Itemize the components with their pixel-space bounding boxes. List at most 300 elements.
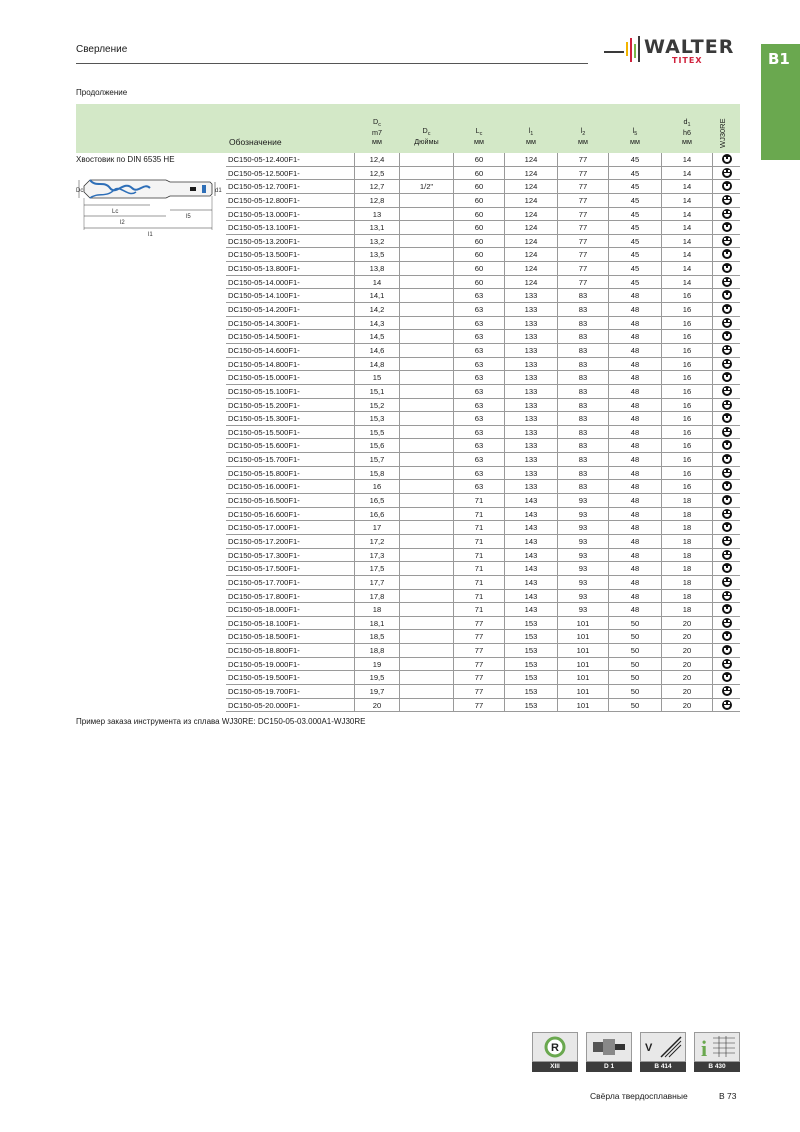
dc-cell: 13,1	[354, 221, 400, 235]
l1-cell: 153	[524, 632, 538, 642]
l1-cell: 124	[524, 195, 538, 205]
lc-cell: 60	[453, 276, 505, 290]
regrind-icon	[532, 1032, 578, 1062]
designation-cell: DC150-05-15.200F1-	[228, 400, 300, 410]
l2-cell: 77	[557, 167, 609, 181]
stock-availability-icon	[722, 659, 732, 669]
availability-cell	[713, 399, 740, 413]
l5-cell: 45	[630, 195, 640, 205]
designation-cell: DC150-05-15.100F1-	[228, 386, 300, 396]
dc-inch-cell	[400, 358, 453, 372]
availability-cell	[713, 289, 740, 303]
dc-cell: 19	[354, 658, 400, 672]
dc-cell: 17,7	[354, 576, 400, 590]
availability-cell	[713, 262, 740, 276]
reference-regrind[interactable]	[532, 1032, 578, 1072]
dc-cell: 15,1	[354, 385, 400, 399]
l5-cell: 45	[630, 155, 640, 164]
col-dc-inch	[400, 126, 453, 146]
l1-cell: 133	[524, 345, 538, 355]
l5-cell: 45	[630, 236, 640, 246]
l1-cell: 124	[524, 168, 538, 178]
stock-availability-icon	[722, 400, 732, 410]
lc-cell: 63	[453, 412, 505, 426]
table-row	[226, 248, 740, 262]
lc-cell: 63	[453, 439, 505, 453]
availability-cell	[713, 562, 740, 576]
l5-cell: 48	[630, 441, 640, 451]
d1-cell: 16	[661, 317, 713, 331]
svg-text:i: i	[701, 1036, 708, 1061]
availability-cell	[713, 467, 740, 481]
d1-cell: 16	[661, 480, 713, 494]
lc-cell: 63	[453, 358, 505, 372]
d1-cell: 16	[661, 467, 713, 481]
designation-cell: DC150-05-20.000F1-	[228, 700, 300, 710]
table-row	[226, 630, 740, 644]
designation-cell: DC150-05-13.000F1-	[228, 209, 300, 219]
designation-cell: DC150-05-13.800F1-	[228, 264, 300, 274]
table-row	[226, 617, 740, 631]
lc-cell: 60	[453, 221, 505, 235]
d1-cell: 14	[661, 167, 713, 181]
l1-cell: 124	[524, 209, 538, 219]
l5-cell: 45	[630, 277, 640, 287]
l5-cell: 48	[630, 455, 640, 465]
lc-cell: 71	[453, 535, 505, 549]
stock-availability-icon	[722, 331, 732, 341]
l5-cell: 48	[630, 605, 640, 615]
designation-cell: DC150-05-17.700F1-	[228, 577, 300, 587]
table-row	[226, 644, 740, 658]
stock-availability-icon	[722, 154, 732, 164]
table-row	[226, 276, 740, 290]
designation-cell: DC150-05-12.700F1-	[228, 182, 300, 192]
d1-cell: 16	[661, 453, 713, 467]
col-l2-symbol: l	[580, 126, 583, 135]
dc-inch-cell: 1/2"	[419, 182, 434, 192]
dc-inch-cell	[400, 426, 453, 440]
reference-holder[interactable]	[586, 1032, 632, 1072]
stock-availability-icon	[722, 440, 732, 450]
dc-inch-cell	[400, 289, 453, 303]
designation-cell: DC150-05-16.500F1-	[228, 496, 300, 506]
dc-inch-cell	[400, 439, 453, 453]
dc-cell: 18,5	[354, 630, 400, 644]
l5-cell: 50	[630, 632, 640, 642]
availability-cell	[713, 167, 740, 181]
dc-cell: 17,3	[354, 549, 400, 563]
l2-cell: 101	[557, 644, 609, 658]
dc-inch-cell	[400, 685, 453, 699]
dc-inch-cell	[400, 617, 453, 631]
l1-cell: 124	[524, 182, 538, 192]
reference-regrind-label: XIII	[532, 1062, 578, 1072]
lc-cell: 60	[453, 262, 505, 276]
availability-cell	[713, 699, 740, 713]
l2-cell: 93	[557, 508, 609, 522]
l1-cell: 133	[524, 386, 538, 396]
col-grade	[704, 108, 744, 152]
dc-inch-cell	[400, 385, 453, 399]
dc-inch-cell	[400, 671, 453, 685]
l2-cell: 83	[557, 289, 609, 303]
table-row	[226, 167, 740, 181]
designation-cell: DC150-05-17.200F1-	[228, 536, 300, 546]
lc-cell: 60	[453, 235, 505, 249]
lc-cell: 63	[453, 317, 505, 331]
lc-cell: 60	[453, 194, 505, 208]
stock-availability-icon	[722, 631, 732, 641]
col-lc-symbol: L	[475, 126, 480, 135]
drill-label-lc: Lc	[112, 209, 119, 215]
table-row	[226, 562, 740, 576]
l1-cell: 133	[524, 291, 538, 301]
designation-cell: DC150-05-15.600F1-	[228, 441, 300, 451]
dc-inch-cell	[400, 317, 453, 331]
l5-cell: 50	[630, 618, 640, 628]
table-row	[226, 521, 740, 535]
stock-availability-icon	[722, 536, 732, 546]
d1-cell: 20	[661, 617, 713, 631]
table-row	[226, 344, 740, 358]
dc-inch-cell	[400, 453, 453, 467]
designation-cell: DC150-05-13.200F1-	[228, 236, 300, 246]
stock-availability-icon	[722, 672, 732, 682]
table-row	[226, 508, 740, 522]
reference-info[interactable]	[694, 1032, 740, 1072]
lc-cell: 63	[453, 467, 505, 481]
d1-cell: 16	[661, 371, 713, 385]
lc-cell: 77	[453, 658, 505, 672]
info-icon	[694, 1032, 740, 1062]
svg-text:R: R	[551, 1042, 559, 1054]
dc-inch-cell	[400, 330, 453, 344]
stock-availability-icon	[722, 249, 732, 259]
l5-cell: 48	[630, 332, 640, 342]
stock-availability-icon	[722, 577, 732, 587]
col-dc-symbol: D	[373, 117, 379, 126]
l1-cell: 153	[524, 618, 538, 628]
dc-inch-cell	[400, 235, 453, 249]
designation-cell: DC150-05-12.400F1-	[228, 155, 300, 164]
l1-cell: 143	[524, 523, 538, 533]
dc-inch-cell	[400, 153, 453, 167]
l2-cell: 93	[557, 603, 609, 617]
designation-cell: DC150-05-17.000F1-	[228, 523, 300, 533]
page-number: B 73	[719, 1091, 737, 1101]
stock-availability-icon	[722, 304, 732, 314]
l2-cell: 83	[557, 371, 609, 385]
stock-availability-icon	[722, 195, 732, 205]
l2-cell: 93	[557, 576, 609, 590]
d1-cell: 20	[661, 630, 713, 644]
lc-cell: 63	[453, 385, 505, 399]
designation-cell: DC150-05-14.000F1-	[228, 277, 300, 287]
lc-cell: 71	[453, 508, 505, 522]
l1-cell: 133	[524, 332, 538, 342]
availability-cell	[713, 248, 740, 262]
designation-cell: DC150-05-15.800F1-	[228, 468, 300, 478]
walter-titex-logo	[604, 34, 744, 68]
reference-info-label: B 430	[694, 1062, 740, 1072]
lc-cell: 63	[453, 371, 505, 385]
d1-cell: 16	[661, 399, 713, 413]
availability-cell	[713, 521, 740, 535]
l1-cell: 133	[524, 400, 538, 410]
lc-cell: 60	[453, 180, 505, 194]
dc-cell: 15,7	[354, 453, 400, 467]
col-l5	[609, 126, 661, 146]
lc-cell: 60	[453, 153, 505, 167]
col-l2	[557, 126, 609, 146]
d1-cell: 18	[661, 576, 713, 590]
col-l1-symbol: l	[528, 126, 531, 135]
designation-cell: DC150-05-15.700F1-	[228, 455, 300, 465]
dc-cell: 14,2	[354, 303, 400, 317]
dc-cell: 15,5	[354, 426, 400, 440]
l2-cell: 83	[557, 467, 609, 481]
stock-availability-icon	[722, 645, 732, 655]
availability-cell	[713, 235, 740, 249]
designation-cell: DC150-05-14.500F1-	[228, 332, 300, 342]
drill-label-dc: Dc	[76, 188, 84, 194]
availability-cell	[713, 590, 740, 604]
l2-cell: 77	[557, 194, 609, 208]
col-lc	[453, 126, 505, 146]
col-d1-tolerance: h6	[683, 128, 691, 137]
dc-cell: 17	[354, 521, 400, 535]
stock-availability-icon	[722, 318, 732, 328]
d1-cell: 16	[661, 385, 713, 399]
availability-cell	[713, 535, 740, 549]
l2-cell: 77	[557, 235, 609, 249]
stock-availability-icon	[722, 563, 732, 573]
drill-drawing	[76, 170, 222, 242]
header-rule	[76, 63, 588, 64]
lc-cell: 63	[453, 289, 505, 303]
dc-inch-cell	[400, 480, 453, 494]
stock-availability-icon	[722, 345, 732, 355]
chapter-tab[interactable]	[761, 44, 800, 160]
availability-cell	[713, 344, 740, 358]
dc-cell: 20	[354, 699, 400, 713]
lc-cell: 77	[453, 685, 505, 699]
availability-cell	[713, 508, 740, 522]
cutting-data-icon	[640, 1032, 686, 1062]
order-example: Пример заказа инструмента из сплава WJ30RE: DC150-05-03.000A1-WJ30RE	[76, 717, 366, 726]
col-l5-symbol: l	[632, 126, 635, 135]
dc-inch-cell	[400, 167, 453, 181]
col-l1-unit: мм	[526, 137, 536, 146]
dc-cell: 18,8	[354, 644, 400, 658]
dc-inch-cell	[400, 276, 453, 290]
d1-cell: 20	[661, 699, 713, 713]
table-row	[226, 699, 740, 713]
dc-cell: 13,8	[354, 262, 400, 276]
l5-cell: 48	[630, 496, 640, 506]
l1-cell: 153	[524, 700, 538, 710]
designation-cell: DC150-05-15.000F1-	[228, 373, 300, 383]
l2-cell: 83	[557, 439, 609, 453]
availability-cell	[713, 385, 740, 399]
table-row	[226, 535, 740, 549]
stock-availability-icon	[722, 181, 732, 191]
d1-cell: 14	[661, 235, 713, 249]
dc-inch-cell	[400, 562, 453, 576]
designation-cell: DC150-05-14.200F1-	[228, 305, 300, 315]
l2-cell: 77	[557, 248, 609, 262]
d1-cell: 16	[661, 330, 713, 344]
lc-cell: 77	[453, 617, 505, 631]
l2-cell: 83	[557, 399, 609, 413]
d1-cell: 20	[661, 644, 713, 658]
d1-cell: 16	[661, 439, 713, 453]
dc-cell: 14,3	[354, 317, 400, 331]
designation-cell: DC150-05-18.500F1-	[228, 632, 300, 642]
availability-cell	[713, 221, 740, 235]
l1-cell: 133	[524, 468, 538, 478]
designation-cell: DC150-05-19.700F1-	[228, 686, 300, 696]
designation-cell: DC150-05-19.500F1-	[228, 673, 300, 683]
section-title: Сверление	[76, 44, 128, 55]
dc-cell: 13	[354, 208, 400, 222]
table-row	[226, 208, 740, 222]
dc-cell: 14,6	[354, 344, 400, 358]
d1-cell: 18	[661, 535, 713, 549]
reference-holder-label: D 1	[586, 1062, 632, 1072]
l2-cell: 93	[557, 549, 609, 563]
table-row	[226, 153, 740, 167]
availability-cell	[713, 412, 740, 426]
d1-cell: 16	[661, 303, 713, 317]
availability-cell	[713, 685, 740, 699]
stock-availability-icon	[722, 495, 732, 505]
l5-cell: 45	[630, 250, 640, 260]
l2-cell: 93	[557, 521, 609, 535]
d1-cell: 18	[661, 590, 713, 604]
designation-cell: DC150-05-12.500F1-	[228, 168, 300, 178]
stock-availability-icon	[722, 550, 732, 560]
l1-cell: 153	[524, 646, 538, 656]
availability-cell	[713, 303, 740, 317]
designation-cell: DC150-05-17.300F1-	[228, 550, 300, 560]
d1-cell: 14	[661, 221, 713, 235]
l1-cell: 133	[524, 414, 538, 424]
dc-inch-cell	[400, 699, 453, 713]
l1-cell: 124	[524, 277, 538, 287]
drill-label-l2: l2	[120, 220, 125, 226]
col-grade-label: WJ30RE	[718, 118, 727, 148]
reference-cutting-data[interactable]	[640, 1032, 686, 1072]
l5-cell: 50	[630, 659, 640, 669]
designation-cell: DC150-05-18.100F1-	[228, 618, 300, 628]
availability-cell	[713, 330, 740, 344]
lc-cell: 63	[453, 303, 505, 317]
drill-label-d1: d1	[215, 188, 222, 194]
lc-cell: 63	[453, 453, 505, 467]
l5-cell: 48	[630, 345, 640, 355]
l1-cell: 143	[524, 605, 538, 615]
col-d1-symbol: d	[683, 117, 688, 126]
d1-cell: 16	[661, 344, 713, 358]
table-row	[226, 412, 740, 426]
holder-icon	[586, 1032, 632, 1062]
l2-cell: 77	[557, 276, 609, 290]
col-l5-unit: мм	[630, 137, 640, 146]
l2-cell: 83	[557, 385, 609, 399]
d1-cell: 14	[661, 248, 713, 262]
dc-cell: 18,1	[354, 617, 400, 631]
l2-cell: 77	[557, 262, 609, 276]
dc-inch-cell	[400, 644, 453, 658]
d1-cell: 14	[661, 208, 713, 222]
l2-cell: 101	[557, 658, 609, 672]
availability-cell	[713, 276, 740, 290]
col-lc-sub: c	[479, 131, 483, 137]
dc-inch-cell	[400, 590, 453, 604]
lc-cell: 63	[453, 426, 505, 440]
col-lc-unit: мм	[474, 137, 484, 146]
dc-cell: 12,8	[354, 194, 400, 208]
availability-cell	[713, 426, 740, 440]
l5-cell: 45	[630, 264, 640, 274]
stock-availability-icon	[722, 372, 732, 382]
col-dc-sub: c	[378, 122, 381, 128]
dc-inch-cell	[400, 535, 453, 549]
dc-cell: 12,5	[354, 167, 400, 181]
stock-availability-icon	[722, 591, 732, 601]
d1-cell: 18	[661, 508, 713, 522]
lc-cell: 77	[453, 699, 505, 713]
stock-availability-icon	[722, 481, 732, 491]
stock-availability-icon	[722, 522, 732, 532]
l1-cell: 143	[524, 577, 538, 587]
col-dcin-symbol: D	[422, 126, 428, 135]
dc-cell: 15	[354, 371, 400, 385]
availability-cell	[713, 549, 740, 563]
table-row	[226, 494, 740, 508]
d1-cell: 18	[661, 494, 713, 508]
dc-cell: 12,7	[354, 180, 400, 194]
d1-cell: 14	[661, 262, 713, 276]
l1-cell: 124	[524, 264, 538, 274]
l2-cell: 77	[557, 153, 609, 167]
dc-inch-cell	[400, 658, 453, 672]
stock-availability-icon	[722, 700, 732, 710]
lc-cell: 77	[453, 671, 505, 685]
l1-cell: 133	[524, 427, 538, 437]
lc-cell: 60	[453, 167, 505, 181]
stock-availability-icon	[722, 468, 732, 478]
l1-cell: 124	[524, 223, 538, 233]
chapter-tab-label: B1	[768, 50, 790, 68]
lc-cell: 63	[453, 399, 505, 413]
dc-cell: 14	[354, 276, 400, 290]
dc-inch-cell	[400, 208, 453, 222]
availability-cell	[713, 617, 740, 631]
stock-availability-icon	[722, 454, 732, 464]
dc-cell: 16,5	[354, 494, 400, 508]
col-dc-tolerance: m7	[372, 128, 382, 137]
l5-cell: 50	[630, 673, 640, 683]
availability-cell	[713, 630, 740, 644]
l1-cell: 133	[524, 482, 538, 492]
dc-cell: 13,2	[354, 235, 400, 249]
l5-cell: 45	[630, 182, 640, 192]
stock-availability-icon	[722, 604, 732, 614]
col-dc-unit: мм	[372, 137, 382, 146]
